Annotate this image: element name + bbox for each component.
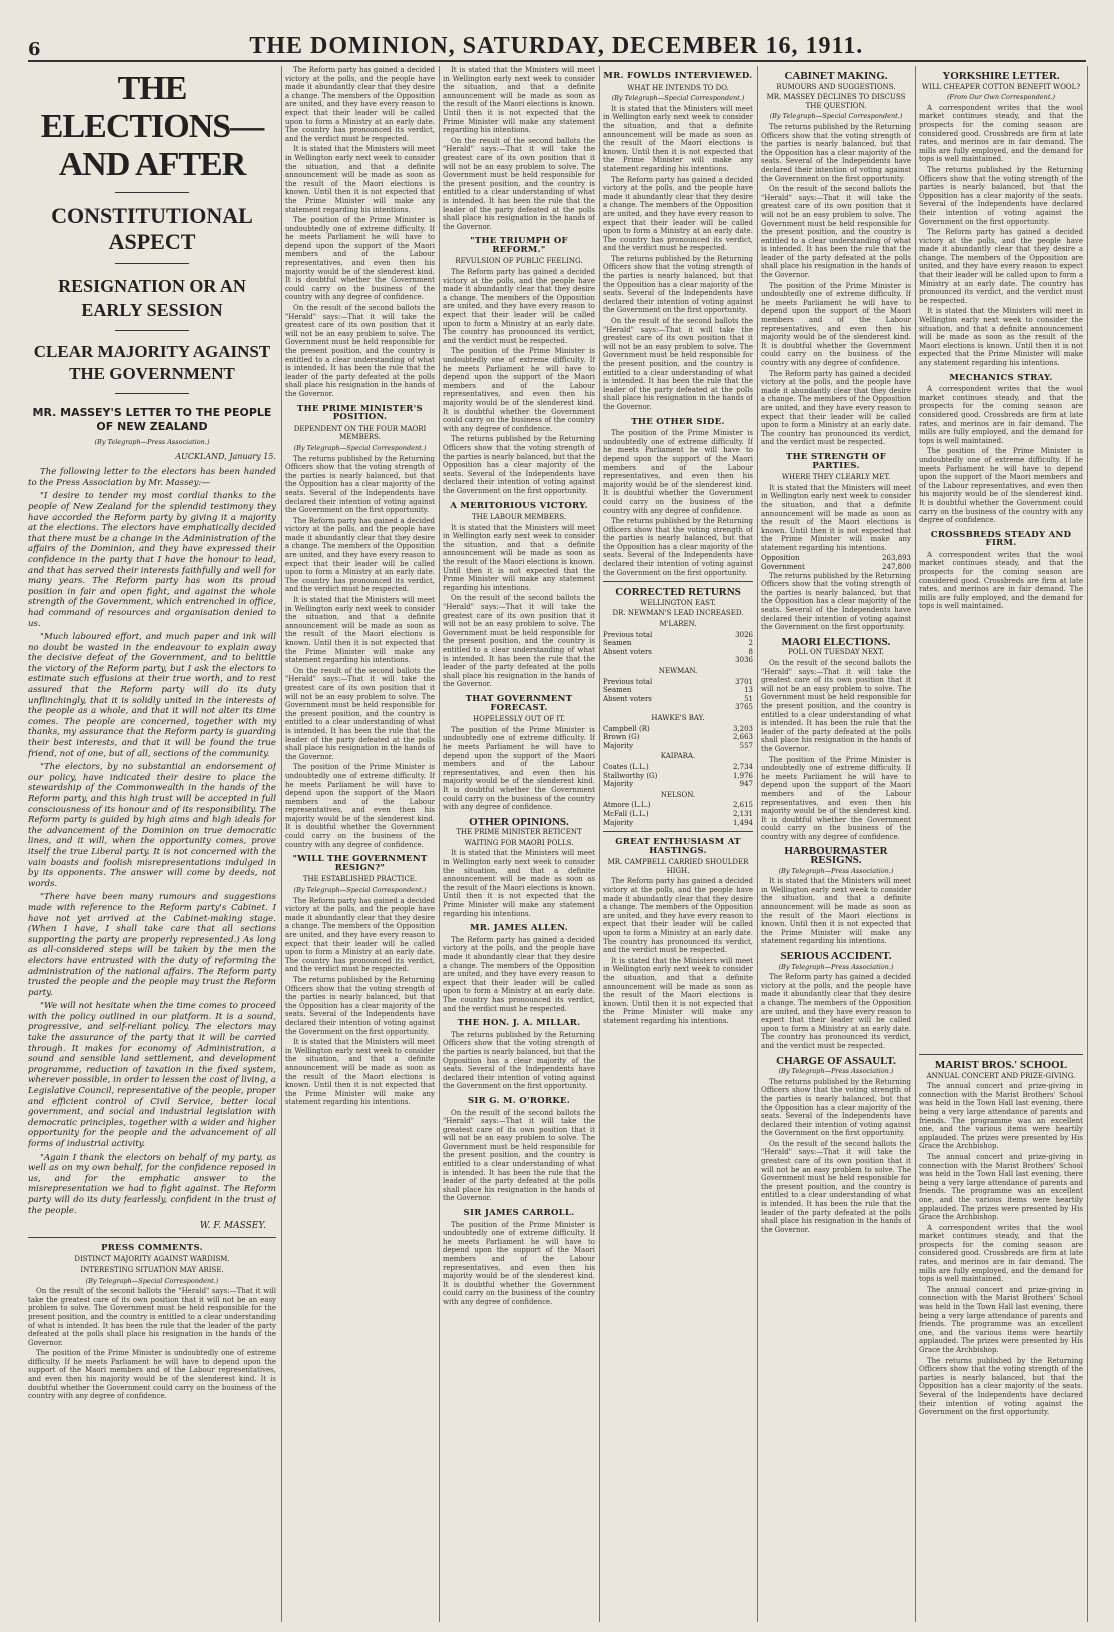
- deck-massey-letter: MR. MASSEY'S LETTER TO THE PEOPLE OF NEW ZEALAND: [32, 406, 272, 433]
- page-number: 6: [28, 39, 41, 60]
- table-row: 3765: [735, 703, 753, 712]
- deck-constitutional: CONSTITUTIONAL ASPECT: [51, 203, 253, 254]
- subhead: DISTINCT MAJORITY AGAINST WARDISM.: [74, 1255, 230, 1264]
- letter-paragraph: "Again I thank the electors on behalf of my party, as well as on my own behalf, for the confidence reposed in us, and for the emphatic answer to the misrepresentation we had to fight against. The Reform party will do its duty fearlessly, confident in the trust of the people.: [28, 1152, 276, 1216]
- letter-paragraph: "We will not hesitate when the time comes to proceed with the policy outlined in our platform. It is a sound, progressive, and self-reliant policy. The electors may take the assurance of the party that it will be carried through. It makes for economy of Administration, a sound and sensible land settlement, and development programme, reduction of taxation in the fixed system, wherever possible, in order to lessen the cost of living, a Legislative Council, representative of the people, proper and efficient control of Civil Service, better local government, and social and industrial legislation with democratic principles, together with a wider and higher opportunity for the people and the advancement of all forms of industrial activity.: [28, 1001, 276, 1149]
- returns-newman: [603, 678, 753, 712]
- returns-strength: [761, 554, 911, 571]
- main-headline: THE ELECTIONS—AND AFTER: [40, 70, 264, 183]
- marist-article: MARIST BROS.' SCHOOL ANNUAL CONCERT AND PRIZE-GIVING. The annual concert and prize-giving in connection with the Marist Brothers' School was held in the Town Hall last evening, there being a very large attendance of parents and friends. The programme was an excellent one, and the various items were heartily applauded. The prizes were presented by His Grace the Archbishop. The annual concert and prize-giving in connection with the Marist Brothers' School was held in the Town Hall last evening, there being a very large attendance of parents and friends. The programme was an excellent one, and the various items were heartily applauded. The prizes were presented by His Grace the Archbishop. A correspondent writes that the wool market continues steady, and that the prospects for the coming season are considered good. Crossbreds are firm at late rates, and merinos are in fair demand. The mills are fully employed, and the demand for tops is well maintained. The annual concert and prize-giving in connection with the Marist Brothers' School was held in the Town Hall last evening, there being a very large attendance of parents and friends. The programme was an excellent one, and the various items were heartily applauded. The prizes were presented by His Grace the Archbishop. The returns published by the Returning Officers show that the voting strength of the parties is nearly balanced, but that the Opposition has a clear majority of the seats. Several of the Independents have declared their intention of voting against the Government on the first opportunity.: [919, 1050, 1083, 1620]
- credit: (By Telegraph—Press Association.): [94, 438, 210, 446]
- column-2: The Reform party has gained a decided victory at the polls, and the people have made it abundantly clear that they desire a change. The members of the Opposition are united, and they have every reason to expect that their leader will be called upon to form a Ministry at an early date. The country has pronounced its verdict, and the verdict must be respected. It is stated that the Ministers will meet in Wellington early next week to consider the situation, and that a definite announcement will be made as soon as the result of the Maori elections is known. Until then it is not expected that the Prime Minister will make any statement regarding his intentions. The position of the Prime Minister is undoubtedly one of extreme difficulty. If he meets Parliament he will have to depend upon the support of the Maori members and of the Labour representatives, and even then his majority would be of the slenderest kind. It is doubtful whether the Government could carry on the business of the country with any degree of confidence. On the result of the second ballots the "Herald" says:—That it will take the greatest care of its own position that it will not be an easy problem to solve. The Government must be held responsible for the present position, and the country is entitled to a clear understanding of what is intended. It has been the rule that the leader of the party defeated at the polls shall place his resignation in the hands of the Governor. THE PRIME MINISTER'S POSITION. DEPENDENT ON THE FOUR MAORI MEMBERS. (By Telegraph—Special Correspondent.) The returns published by the Returning Officers show that the voting strength of the parties is nearly balanced, but that the Opposition has a clear majority of the seats. Several of the Independents have declared their intention of voting against the Government on the first opportunity. The Reform party has gained a decided victory at the polls, and the people have made it abundantly clear that they desire a change. The members of the Opposition are united, and they have every reason to expect that their leader will be called upon to form a Ministry at an early date. The country has pronounced its verdict, and the verdict must be respected. It is stated that the Ministers will meet in Wellington early next week to consider the situation, and that a definite announcement will be made as soon as the result of the Maori elections is known. Until then it is not expected that the Prime Minister will make any statement regarding his intentions. On the result of the second ballots the "Herald" says:—That it will take the greatest care of its own position that it will not be an easy problem to solve. The Government must be held responsible for the present position, and the country is entitled to a clear understanding of what is intended. It has been the rule that the leader of the party defeated at the polls shall place his resignation in the hands of the Governor. The position of the Prime Minister is undoubtedly one of extreme difficulty. If he meets Parliament he will have to depend upon the support of the Maori members and of the Labour representatives, and even then his majority would be of the slenderest kind. It is doubtful whether the Government could carry on the business of the country with any degree of confidence. "WILL THE GOVERNMENT RESIGN?" THE ESTABLISHED PRACTICE. (By Telegraph—Special Correspondent.) The Reform party has gained a decided victory at the polls, and the people have made it abundantly clear that they desire a change. The members of the Opposition are united, and they have every reason to expect that their leader will be called upon to form a Ministry at an early date. The country has pronounced its verdict, and the verdict must be respected. The returns published by the Returning Officers show that the voting strength of the parties is nearly balanced, but that the Opposition has a clear majority of the seats. Several of the Independents have declared their intention of voting against the Government on the first opportunity. It is stated that the Ministers will meet in Wellington early next week to consider the situation, and that a definite announcement will be made as soon as the result of the Maori elections is known. Until then it is not expected that the Prime Minister will make any statement regarding his intentions.: [285, 66, 435, 1107]
- paper-title: THE DOMINION, SATURDAY, DECEMBER 16, 1911.: [249, 33, 864, 59]
- table-row: Absent voters 8: [603, 647, 753, 656]
- dateline: AUCKLAND, January 15.: [175, 451, 276, 461]
- letter-paragraph: "There have been many rumours and suggestions made with reference to the Reform party's Cabinet. I have not yet arrived at the Cabinet-making stage. (When I have, I shall take care that all sections supporting the party are properly represented.) As long as all-considered steps will be taken by the men the electors have entrusted with the duty of reforming the administration of the national affairs. The Reform party trusted the people and the people may trust the Reform party.: [28, 892, 276, 998]
- table-row: Majority 557: [603, 741, 753, 750]
- masthead: [28, 30, 1086, 62]
- column-1: THE ELECTIONS—AND AFTER CONSTITUTIONAL ASPECT RESIGNATION OR AN EARLY SESSION CLEAR MAJORITY AGAINST THE GOVERNMENT MR. MASSEY'S LETTER TO THE PEOPLE OF NEW ZEALAND (By Telegraph—Press Association.) AUCKLAND, January 15. The following letter to the electors has been handed to the Press Association by Mr. Massey:— "I desire to tender my most cordial thanks to the people of New Zealand for the splendid testimony they have accorded the Reform party by giving it a majority at the elections. The electors have emphatically decided that there must be a change in the Administration of the affairs of the Dominion, and they have expressed their confidence in the party that I have the honour to lead, and that has served their interests faithfully and well for many years. The Reform party has won its proud position in fair and open fight, and against the whole strength of the Government, which entrenched in office, had command of resources and organisation denied to us. "Much laboured effort, and much paper and ink will no doubt be wasted in the endeavour to explain away the decisive defeat of the Government, and to belittle the victory of the Reform party, but I ask the electors to estimate such effusions at their true worth, and to rest assured that the Reform party will do its duty unflinchingly, that it is solidly united in the interests of the people as a whole, and that it will not alter its time comes. The people are concerned, together with my thanks, my assurance that the Reform party is guarding their best interests, and that it will be found the true friend, not of one, but of all, sections of the community. "The electors, by no substantial an endorsement of our policy, have indicated their desire to place the stewardship of the Commonwealth in the hands of the Reform party, and this high trust will be accepted in full consciousness of its honour and of its responsibility. The Reform party is guided by high aims and high ideals for the advancement of the Dominion on true democratic lines, and it will, when the opportunity comes, prove itself the true Liberal party. It is not concerned with the vain boasts and foolish misrepresentations indulged in by its opponents. The answer will come by deeds, not words. "There have been many rumours and suggestions made with reference to the Reform party's Cabinet. I have not yet arrived at the Cabinet-making stage. (When I have, I shall take care that all sections supporting the party are properly represented.) As long as all-considered steps will be taken by the men the electors have entrusted with the duty of reforming the administration of the national affairs. The Reform party trusted the people and the people may trust the Reform party. "We will not hesitate when the time comes to proceed with the policy outlined in our platform. It is a sound, progressive, and self-reliant policy. The electors may take the assurance of the party that it will be carried through. It makes for economy of Administration, a sound and sensible land settlement, and development programme, reduction of taxation in the fixed system, wherever possible, in order to lessen the cost of living, a Legislative Council, representative of the people, proper and efficient control of Civil Service, better local government, and social and industrial legislation with democratic principles, together with a wider and higher opportunity for the people and the advancement of all forms of industrial activity. "Again I thank the electors on behalf of my party, as well as on my own behalf, for the confidence reposed in us, and for the emphatic answer to the misrepresentation we had to fight against. The Reform party will do its duty fearlessly, confident in the trust of the people. W. F. MASSEY. PRESS COMMENTS. DISTINCT MAJORITY AGAINST WARDISM. INTERESTING SITUATION MAY ARISE. (By Telegraph—Special Correspondent.) On the result of the second ballots the "Herald" says:—That it will take the greatest care of its own position that it will not be an easy problem to solve. The Government must be held responsible for the present position, and the country is entitled to a clear understanding of what is intended. It has been the rule that the leader of the party defeated at the polls shall place his resignation in the hands of the Governor. The position of the Prime Minister is undoubtedly one of extreme difficulty. If he meets Parliament he will have to depend upon the support of the Maori members and of the Labour representatives, and even then his majority would be of the slenderest kind. It is doubtful whether the Government could carry on the business of the country with any degree of confidence.: [28, 70, 276, 1401]
- letter-body: [28, 467, 276, 1216]
- table-row: Majority 947: [603, 780, 753, 789]
- letter-paragraph: "Much laboured effort, and much paper and ink will no doubt be wasted in the endeavour to explain away the decisive defeat of the Government, and to belittle the victory of the Reform party, but I ask the electors to estimate such effusions at their true worth, and to rest assured that the Reform party will do its duty unflinchingly, that it is solidly united in the interests of the people as a whole, and that it will not alter its time comes. The people are concerned, together with my thanks, my assurance that the Reform party is guarding their best interests, and that it will be found the true friend, not of one, but of all, sections of the community.: [28, 632, 276, 759]
- returns-hawkes-bay: [603, 725, 753, 751]
- returns-nelson: [603, 801, 753, 827]
- table-row: Coates (L.L.) 2,734: [603, 762, 753, 771]
- deck-resignation: RESIGNATION OR AN EARLY SESSION: [58, 276, 246, 320]
- column-3: It is stated that the Ministers will meet in Wellington early next week to consider the situation, and that a definite announcement will be made as soon as the result of the Maori elections is known. Until then it is not expected that the Prime Minister will make any statement regarding his intentions. On the result of the second ballots the "Herald" says:—That it will take the greatest care of its own position that it will not be an easy problem to solve. The Government must be held responsible for the present position, and the country is entitled to a clear understanding of what is intended. It has been the rule that the leader of the party defeated at the polls shall place his resignation in the hands of the Governor. "THE TRIUMPH OF REFORM." REVULSION OF PUBLIC FEELING. The Reform party has gained a decided victory at the polls, and the people have made it abundantly clear that they desire a change. The members of the Opposition are united, and they have every reason to expect that their leader will be called upon to form a Ministry at an early date. The country has pronounced its verdict, and the verdict must be respected. The position of the Prime Minister is undoubtedly one of extreme difficulty. If he meets Parliament he will have to depend upon the support of the Maori members and of the Labour representatives, and even then his majority would be of the slenderest kind. It is doubtful whether the Government could carry on the business of the country with any degree of confidence. The returns published by the Returning Officers show that the voting strength of the parties is nearly balanced, but that the Opposition has a clear majority of the seats. Several of the Independents have declared their intention of voting against the Government on the first opportunity. A MERITORIOUS VICTORY. THE LABOUR MEMBERS. It is stated that the Ministers will meet in Wellington early next week to consider the situation, and that a definite announcement will be made as soon as the result of the Maori elections is known. Until then it is not expected that the Prime Minister will make any statement regarding his intentions. On the result of the second ballots the "Herald" says:—That it will take the greatest care of its own position that it will not be an easy problem to solve. The Government must be held responsible for the present position, and the country is entitled to a clear understanding of what is intended. It has been the rule that the leader of the party defeated at the polls shall place his resignation in the hands of the Governor. THAT GOVERNMENT FORECAST. HOPELESSLY OUT OF IT. The position of the Prime Minister is undoubtedly one of extreme difficulty. If he meets Parliament he will have to depend upon the support of the Maori members and of the Labour representatives, and even then his majority would be of the slenderest kind. It is doubtful whether the Government could carry on the business of the country with any degree of confidence. OTHER OPINIONS. THE PRIME MINISTER RETICENT WAITING FOR MAORI POLLS. It is stated that the Ministers will meet in Wellington early next week to consider the situation, and that a definite announcement will be made as soon as the result of the Maori elections is known. Until then it is not expected that the Prime Minister will make any statement regarding his intentions. MR. JAMES ALLEN. The Reform party has gained a decided victory at the polls, and the people have made it abundantly clear that they desire a change. The members of the Opposition are united, and they have every reason to expect that their leader will be called upon to form a Ministry at an early date. The country has pronounced its verdict, and the verdict must be respected. THE HON. J. A. MILLAR. The returns published by the Returning Officers show that the voting strength of the parties is nearly balanced, but that the Opposition has a clear majority of the seats. Several of the Independents have declared their intention of voting against the Government on the first opportunity. SIR G. M. O'RORKE. On the result of the second ballots the "Herald" says:—That it will take the greatest care of its own position that it will not be an easy problem to solve. The Government must be held responsible for the present position, and the country is entitled to a clear understanding of what is intended. It has been the rule that the leader of the party defeated at the polls shall place his resignation in the hands of the Governor. SIR JAMES CARROLL. The position of the Prime Minister is undoubtedly one of extreme difficulty. If he meets Parliament he will have to depend upon the support of the Maori members and of the Labour representatives, and even then his majority would be of the slenderest kind. It is doubtful whether the Government could carry on the business of the country with any degree of confidence.: [443, 66, 595, 1306]
- table-row: 3036: [735, 656, 753, 665]
- table-row: Atmore (L.L.) 2,615: [603, 801, 753, 810]
- table-row: Seamen 13: [603, 686, 753, 695]
- table-row: Campbell (R) 3,203: [603, 724, 753, 733]
- table-row: Previous total 3701: [603, 677, 753, 686]
- deck-majority: CLEAR MAJORITY AGAINST THE GOVERNMENT: [33, 342, 271, 383]
- table-row: Stallworthy (G) 1,976: [603, 771, 753, 780]
- signature: W. F. MASSEY.: [199, 1221, 266, 1232]
- letter-paragraph: "The electors, by no substantial an endorsement of our policy, have indicated their desire to place the stewardship of the Commonwealth in the hands of the Reform party, and this high trust will be accepted in full consciousness of its honour and of its responsibility. The Reform party is guided by high aims and high ideals for the advancement of the Dominion on true democratic lines, and it will, when the opportunity comes, prove itself the true Liberal party. It is not concerned with the vain boasts and foolish misrepresentations indulged in by its opponents. The answer will come by deeds, not words.: [28, 762, 276, 889]
- corrected-returns-head: CORRECTED RETURNS: [615, 586, 741, 599]
- returns-kaipara: [603, 763, 753, 789]
- table-row: Previous total 3026: [603, 630, 753, 639]
- letter-intro: The following letter to the electors has been handed to the Press Association by Mr. Massey:—: [28, 467, 276, 488]
- table-row: McFall (L.L.) 2,131: [603, 809, 753, 818]
- table-row: Absent voters 51: [603, 694, 753, 703]
- table-row: Government 247,800: [761, 563, 911, 572]
- returns-mclaren: [603, 631, 753, 665]
- letter-paragraph: "I desire to tender my most cordial thanks to the people of New Zealand for the splendid testimony they have accorded the Reform party by giving it a majority at the elections. The electors have emphatically decided that there must be a change in the Administration of the affairs of the Dominion, and they have expressed their confidence in the party that I have the honour to lead, and that has served their interests faithfully and well for many years. The Reform party has won its proud position in fair and open fight, and against the whole strength of the Government, which entrenched in office, had command of resources and organisation denied to us.: [28, 491, 276, 629]
- table-row: Seamen 2: [603, 639, 753, 648]
- table-row: Opposition 263,893: [761, 554, 911, 563]
- subhead: INTERESTING SITUATION MAY ARISE.: [80, 1265, 224, 1274]
- column-6: YORKSHIRE LETTER. WILL CHEAPER COTTON BENEFIT WOOL? (From Our Own Correspondent.) A correspondent writes that the wool market continues steady, and that the prospects for the coming season are considered good. Crossbreds are firm at late rates, and merinos are in fair demand. The mills are fully employed, and the demand for tops is well maintained. The returns published by the Returning Officers show that the voting strength of the parties is nearly balanced, but that the Opposition has a clear majority of the seats. Several of the Independents have declared their intention of voting against the Government on the first opportunity. The Reform party has gained a decided victory at the polls, and the people have made it abundantly clear that they desire a change. The members of the Opposition are united, and they have every reason to expect that their leader will be called upon to form a Ministry at an early date. The country has pronounced its verdict, and the verdict must be respected. It is stated that the Ministers will meet in Wellington early next week to consider the situation, and that a definite announcement will be made as soon as the result of the Maori elections is known. Until then it is not expected that the Prime Minister will make any statement regarding his intentions. MECHANICS STRAY. A correspondent writes that the wool market continues steady, and that the prospects for the coming season are considered good. Crossbreds are firm at late rates, and merinos are in fair demand. The mills are fully employed, and the demand for tops is well maintained. The position of the Prime Minister is undoubtedly one of extreme difficulty. If he meets Parliament he will have to depend upon the support of the Maori members and of the Labour representatives, and even then his majority would be of the slenderest kind. It is doubtful whether the Government could carry on the business of the country with any degree of confidence. CROSSBREDS STEADY AND FIRM. A correspondent writes that the wool market continues steady, and that the prospects for the coming season are considered good. Crossbreds are firm at late rates, and merinos are in fair demand. The mills are fully employed, and the demand for tops is well maintained.: [919, 70, 1083, 611]
- table-row: Majority 1,494: [603, 818, 753, 827]
- table-row: Brown (G) 2,663: [603, 733, 753, 742]
- column-5: CABINET MAKING. RUMOURS AND SUGGESTIONS. MR. MASSEY DECLINES TO DISCUSS THE QUESTION. (By Telegraph—Special Correspondent.) The returns published by the Returning Officers show that the voting strength of the parties is nearly balanced, but that the Opposition has a clear majority of the seats. Several of the Independents have declared their intention of voting against the Government on the first opportunity. On the result of the second ballots the "Herald" says:—That it will take the greatest care of its own position that it will not be an easy problem to solve. The Government must be held responsible for the present position, and the country is entitled to a clear understanding of what is intended. It has been the rule that the leader of the party defeated at the polls shall place his resignation in the hands of the Governor. The position of the Prime Minister is undoubtedly one of extreme difficulty. If he meets Parliament he will have to depend upon the support of the Maori members and of the Labour representatives, and even then his majority would be of the slenderest kind. It is doubtful whether the Government could carry on the business of the country with any degree of confidence. The Reform party has gained a decided victory at the polls, and the people have made it abundantly clear that they desire a change. The members of the Opposition are united, and they have every reason to expect that their leader will be called upon to form a Ministry at an early date. The country has pronounced its verdict, and the verdict must be respected. THE STRENGTH OF PARTIES. WHERE THEY CLEARLY MET. It is stated that the Ministers will meet in Wellington early next week to consider the situation, and that a definite announcement will be made as soon as the result of the Maori elections is known. Until then it is not expected that the Prime Minister will make any statement regarding his intentions. Opposition 263,893 Government 247,800 The returns published by the Returning Officers show that the voting strength of the parties is nearly balanced, but that the Opposition has a clear majority of the seats. Several of the Independents have declared their intention of voting against the Government on the first opportunity. MAORI ELECTIONS. POLL ON TUESDAY NEXT. On the result of the second ballots the "Herald" says:—That it will take the greatest care of its own position that it will not be an easy problem to solve. The Government must be held responsible for the present position, and the country is entitled to a clear understanding of what is intended. It has been the rule that the leader of the party defeated at the polls shall place his resignation in the hands of the Governor. The position of the Prime Minister is undoubtedly one of extreme difficulty. If he meets Parliament he will have to depend upon the support of the Maori members and of the Labour representatives, and even then his majority would be of the slenderest kind. It is doubtful whether the Government could carry on the business of the country with any degree of confidence. HARBOURMASTER RESIGNS. (By Telegraph—Press Association.) It is stated that the Ministers will meet in Wellington early next week to consider the situation, and that a definite announcement will be made as soon as the result of the Maori elections is known. Until then it is not expected that the Prime Minister will make any statement regarding his intentions. SERIOUS ACCIDENT. (By Telegraph—Press Association.) The Reform party has gained a decided victory at the polls, and the people have made it abundantly clear that they desire a change. The members of the Opposition are united, and they have every reason to expect that their leader will be called upon to form a Ministry at an early date. The country has pronounced its verdict, and the verdict must be respected. CHARGE OF ASSAULT. (By Telegraph—Press Association.) The returns published by the Returning Officers show that the voting strength of the parties is nearly balanced, but that the Opposition has a clear majority of the seats. Several of the Independents have declared their intention of voting against the Government on the first opportunity. On the result of the second ballots the "Herald" says:—That it will take the greatest care of its own position that it will not be an easy problem to solve. The Government must be held responsible for the present position, and the country is entitled to a clear understanding of what is intended. It has been the rule that the leader of the party defeated at the polls shall place his resignation in the hands of the Governor.: [761, 70, 911, 1234]
- column-4: MR. FOWLDS INTERVIEWED. WHAT HE INTENDS TO DO. (By Telegraph—Special Correspondent.) It is stated that the Ministers will meet in Wellington early next week to consider the situation, and that a definite announcement will be made as soon as the result of the Maori elections is known. Until then it is not expected that the Prime Minister will make any statement regarding his intentions. The Reform party has gained a decided victory at the polls, and the people have made it abundantly clear that they desire a change. The members of the Opposition are united, and they have every reason to expect that their leader will be called upon to form a Ministry at an early date. The country has pronounced its verdict, and the verdict must be respected. The returns published by the Returning Officers show that the voting strength of the parties is nearly balanced, but that the Opposition has a clear majority of the seats. Several of the Independents have declared their intention of voting against the Government on the first opportunity. On the result of the second ballots the "Herald" says:—That it will take the greatest care of its own position that it will not be an easy problem to solve. The Government must be held responsible for the present position, and the country is entitled to a clear understanding of what is intended. It has been the rule that the leader of the party defeated at the polls shall place his resignation in the hands of the Governor. THE OTHER SIDE. The position of the Prime Minister is undoubtedly one of extreme difficulty. If he meets Parliament he will have to depend upon the support of the Maori members and of the Labour representatives, and even then his majority would be of the slenderest kind. It is doubtful whether the Government could carry on the business of the country with any degree of confidence. The returns published by the Returning Officers show that the voting strength of the parties is nearly balanced, but that the Opposition has a clear majority of the seats. Several of the Independents have declared their intention of voting against the Government on the first opportunity. CORRECTED RETURNS WELLINGTON EAST. DR. NEWMAN'S LEAD INCREASED. M'LAREN. Previous total 3026 Seamen 2 Absent voters 8 3036 NEWMAN. Previous total 3701 Seamen 13 Absent voters 51 3765 HAWKE'S BAY. Campbell (R) 3,203 Brown (G) 2,663 Majority 557 KAIPARA. Coates (L.L.) 2,734 Stallworthy (G) 1,976 Majority 947 NELSON. Atmore (L.L.) 2,615 McFall (L.L.) 2,131 Majority 1,494 GREAT ENTHUSIASM AT HASTINGS. MR. CAMPBELL CARRIED SHOULDER HIGH. The Reform party has gained a decided victory at the polls, and the people have made it abundantly clear that they desire a change. The members of the Opposition are united, and they have every reason to expect that their leader will be called upon to form a Ministry at an early date. The country has pronounced its verdict, and the verdict must be respected. It is stated that the Ministers will meet in Wellington early next week to consider the situation, and that a definite announcement will be made as soon as the result of the Maori elections is known. Until then it is not expected that the Prime Minister will make any statement regarding his intentions.: [603, 71, 753, 1025]
- press-comments-head: PRESS COMMENTS.: [101, 1242, 203, 1253]
